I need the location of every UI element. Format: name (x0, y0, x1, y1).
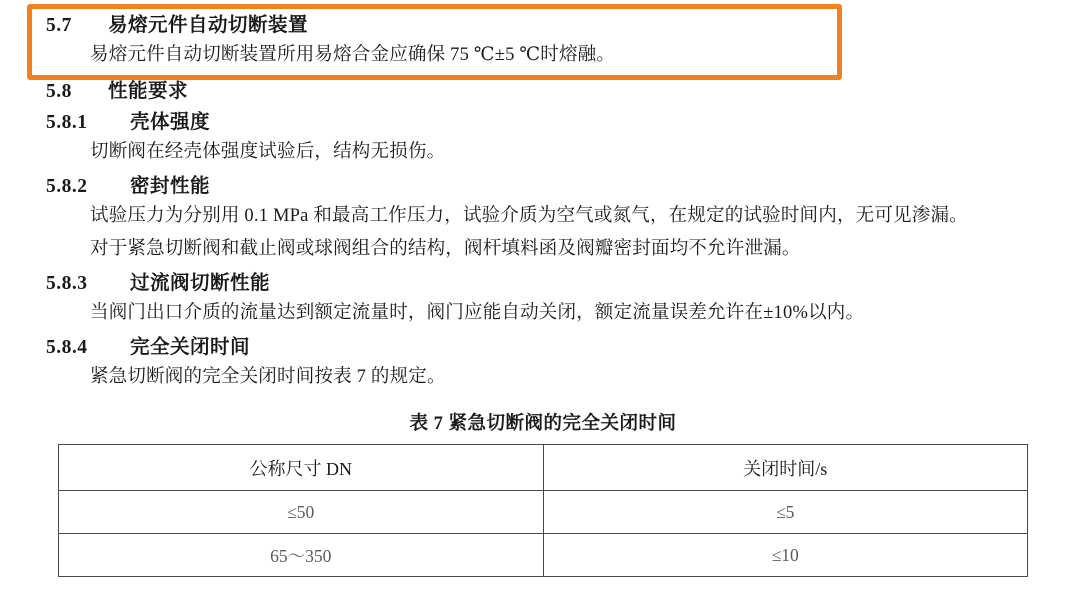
table-row (59, 491, 1028, 534)
table-row (59, 534, 1028, 577)
table-header-cell-time: 关闭时间/s (543, 445, 1028, 491)
clause-heading-5-7 (46, 9, 1040, 37)
clause-number: 5.8.4 (46, 337, 88, 358)
clause-title: 完全关闭时间 (130, 337, 251, 358)
clause-title: 密封性能 (130, 176, 211, 197)
clause-heading-5-8-4 (46, 331, 1040, 359)
table-header-row (59, 445, 1028, 491)
table-cell-time: ≤10 (543, 534, 1028, 577)
clause-5-8-2-paragraph-2: 对于紧急切断阀和截止阀或球阀组合的结构，阀杆填料函及阀瓣密封面均不允许泄漏。 (90, 239, 801, 259)
clause-5-8-4-paragraph-1: 紧急切断阀的完全关闭时间按表 7 的规定。 (90, 367, 446, 387)
clause-5-8-3-paragraph-1: 当阀门出口介质的流量达到额定流量时，阀门应能自动关闭，额定流量误差允许在±10%以内。 (90, 303, 865, 323)
clause-5-7-paragraph-1: 易熔元件自动切断装置所用易熔合金应确保 75 ℃±5 ℃时熔融。 (90, 45, 616, 65)
clause-5-8-1-paragraph-1: 切断阀在经壳体强度试验后，结构无损伤。 (90, 142, 446, 162)
clause-number: 5.8.2 (46, 176, 88, 197)
table-cell-dn: ≤50 (59, 491, 544, 534)
clause-heading-5-8-3 (46, 267, 1040, 295)
clause-title: 过流阀切断性能 (130, 273, 271, 294)
clause-heading-5-8-2 (46, 170, 1040, 198)
clause-number: 5.8 (46, 81, 72, 102)
clause-number: 5.8.1 (46, 112, 88, 133)
clause-title: 壳体强度 (130, 112, 211, 133)
table-cell-time: ≤5 (543, 491, 1028, 534)
table-cell-dn: 65～350 (59, 534, 544, 577)
table-header-cell-dn: 公称尺寸 DN (59, 445, 544, 491)
clause-title: 易熔元件自动切断装置 (108, 15, 309, 36)
clause-5-8-2-paragraph-1: 试验压力为分别用 0.1 MPa 和最高工作压力，试验介质为空气或氮气，在规定的试验时间内，无可见渗漏。 (90, 206, 968, 226)
clause-number: 5.7 (46, 15, 72, 36)
clause-heading-5-8 (46, 75, 1040, 103)
clause-number: 5.8.3 (46, 273, 88, 294)
table-caption: 表 7 紧急切断阀的完全关闭时间 (409, 414, 677, 434)
clause-title: 性能要求 (108, 81, 189, 102)
clause-heading-5-8-1 (46, 106, 1040, 134)
table-7 (58, 444, 1028, 577)
